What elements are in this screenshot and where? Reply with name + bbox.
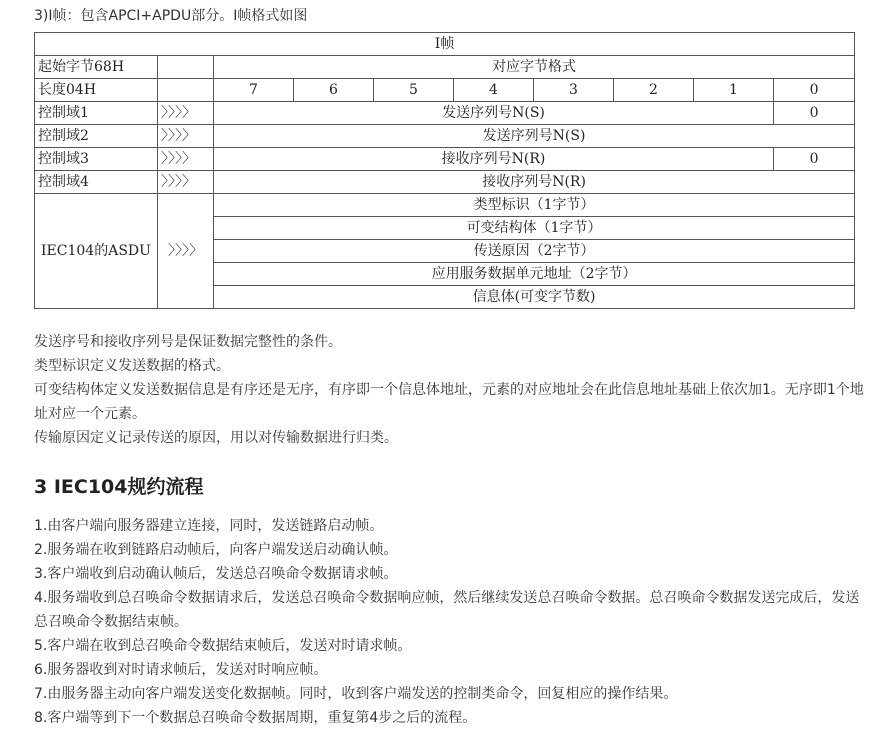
table-row	[35, 79, 855, 102]
list-item: 3.客户端收到启动确认帧后，发送总召唤命令数据请求帧。	[34, 566, 398, 582]
arrow-marker: 〉〉〉〉	[158, 194, 214, 309]
table-row	[35, 148, 855, 171]
list-item: 6.服务器收到对时请求帧后，发送对时响应帧。	[34, 662, 328, 678]
table-title: I帧	[35, 33, 855, 56]
bit-header: 6	[294, 79, 374, 102]
empty-cell	[158, 56, 214, 79]
table-row	[35, 102, 855, 125]
control-field-label: 控制域3	[35, 148, 158, 171]
asdu-common-address: 应用服务数据单元地址（2字节）	[214, 263, 855, 286]
i-frame-table	[34, 32, 855, 309]
bit-header: 7	[214, 79, 294, 102]
bit-header: 4	[454, 79, 534, 102]
empty-cell	[158, 79, 214, 102]
asdu-label: IEC104的ASDU	[35, 194, 158, 309]
table-row	[35, 125, 855, 148]
asdu-information-object: 信息体(可变字节数)	[214, 286, 855, 309]
list-item: 1.由客户端向服务器建立连接，同时，发送链路启动帧。	[34, 518, 384, 534]
process-steps-list	[34, 514, 864, 730]
list-item: 8.客户端等到下一个数据总召唤命令数据周期，重复第4步之后的流程。	[34, 710, 477, 726]
arrow-marker: 〉〉〉〉	[158, 148, 214, 171]
bit-header: 3	[534, 79, 614, 102]
byte-format-label: 对应字节格式	[214, 56, 855, 79]
section-heading: 3 IEC104规约流程	[34, 476, 204, 498]
control-field-label: 控制域1	[35, 102, 158, 125]
table-row	[35, 56, 855, 79]
intro-text: 3)I帧：包含APCI+APDU部分。I帧格式如图	[34, 8, 308, 24]
recv-seq-cell: 接收序列号N(R)	[214, 148, 774, 171]
bit-header: 5	[374, 79, 454, 102]
list-item: 4.服务端收到总召唤命令数据请求后，发送总召唤命令数据响应帧，然后继续发送总召唤命令数据。总召唤命令数据发送完成后，发送总召唤命令数据结束帧。	[34, 590, 860, 630]
paragraph: 类型标识定义发送数据的格式。	[34, 358, 230, 374]
bit0-cell: 0	[774, 102, 855, 125]
explanation-paragraphs	[34, 330, 864, 450]
start-byte-label: 起始字节68H	[35, 56, 158, 79]
bit-header: 1	[694, 79, 774, 102]
arrow-marker: 〉〉〉〉	[158, 125, 214, 148]
bit0-cell: 0	[774, 148, 855, 171]
control-field-label: 控制域2	[35, 125, 158, 148]
bit-header: 0	[774, 79, 855, 102]
list-item: 7.由服务器主动向客户端发送变化数据帧。同时，收到客户端发送的控制类命令，回复相应的操作结果。	[34, 686, 678, 702]
table-row	[35, 194, 855, 217]
paragraph: 可变结构体定义发送数据信息是有序还是无序，有序即一个信息体地址，元素的对应地址会在此信息地址基础上依次加1。无序即1个地址对应一个元素。	[34, 382, 864, 422]
table-row	[35, 33, 855, 56]
list-item: 5.客户端在收到总召唤命令数据结束帧后，发送对时请求帧。	[34, 638, 412, 654]
asdu-cause-of-transmission: 传送原因（2字节）	[214, 240, 855, 263]
send-seq-cell: 发送序列号N(S)	[214, 102, 774, 125]
table-row	[35, 171, 855, 194]
arrow-marker: 〉〉〉〉	[158, 102, 214, 125]
paragraph: 发送序号和接收序列号是保证数据完整性的条件。	[34, 334, 342, 350]
paragraph: 传输原因定义记录传送的原因，用以对传输数据进行归类。	[34, 430, 398, 446]
control-field-label: 控制域4	[35, 171, 158, 194]
arrow-marker: 〉〉〉〉	[158, 171, 214, 194]
length-label: 长度04H	[35, 79, 158, 102]
asdu-variable-structure: 可变结构体（1字节）	[214, 217, 855, 240]
asdu-type-id: 类型标识（1字节）	[214, 194, 855, 217]
send-seq-cell: 发送序列号N(S)	[214, 125, 855, 148]
bit-header: 2	[614, 79, 694, 102]
list-item: 2.服务端在收到链路启动帧后，向客户端发送启动确认帧。	[34, 542, 398, 558]
recv-seq-cell: 接收序列号N(R)	[214, 171, 855, 194]
